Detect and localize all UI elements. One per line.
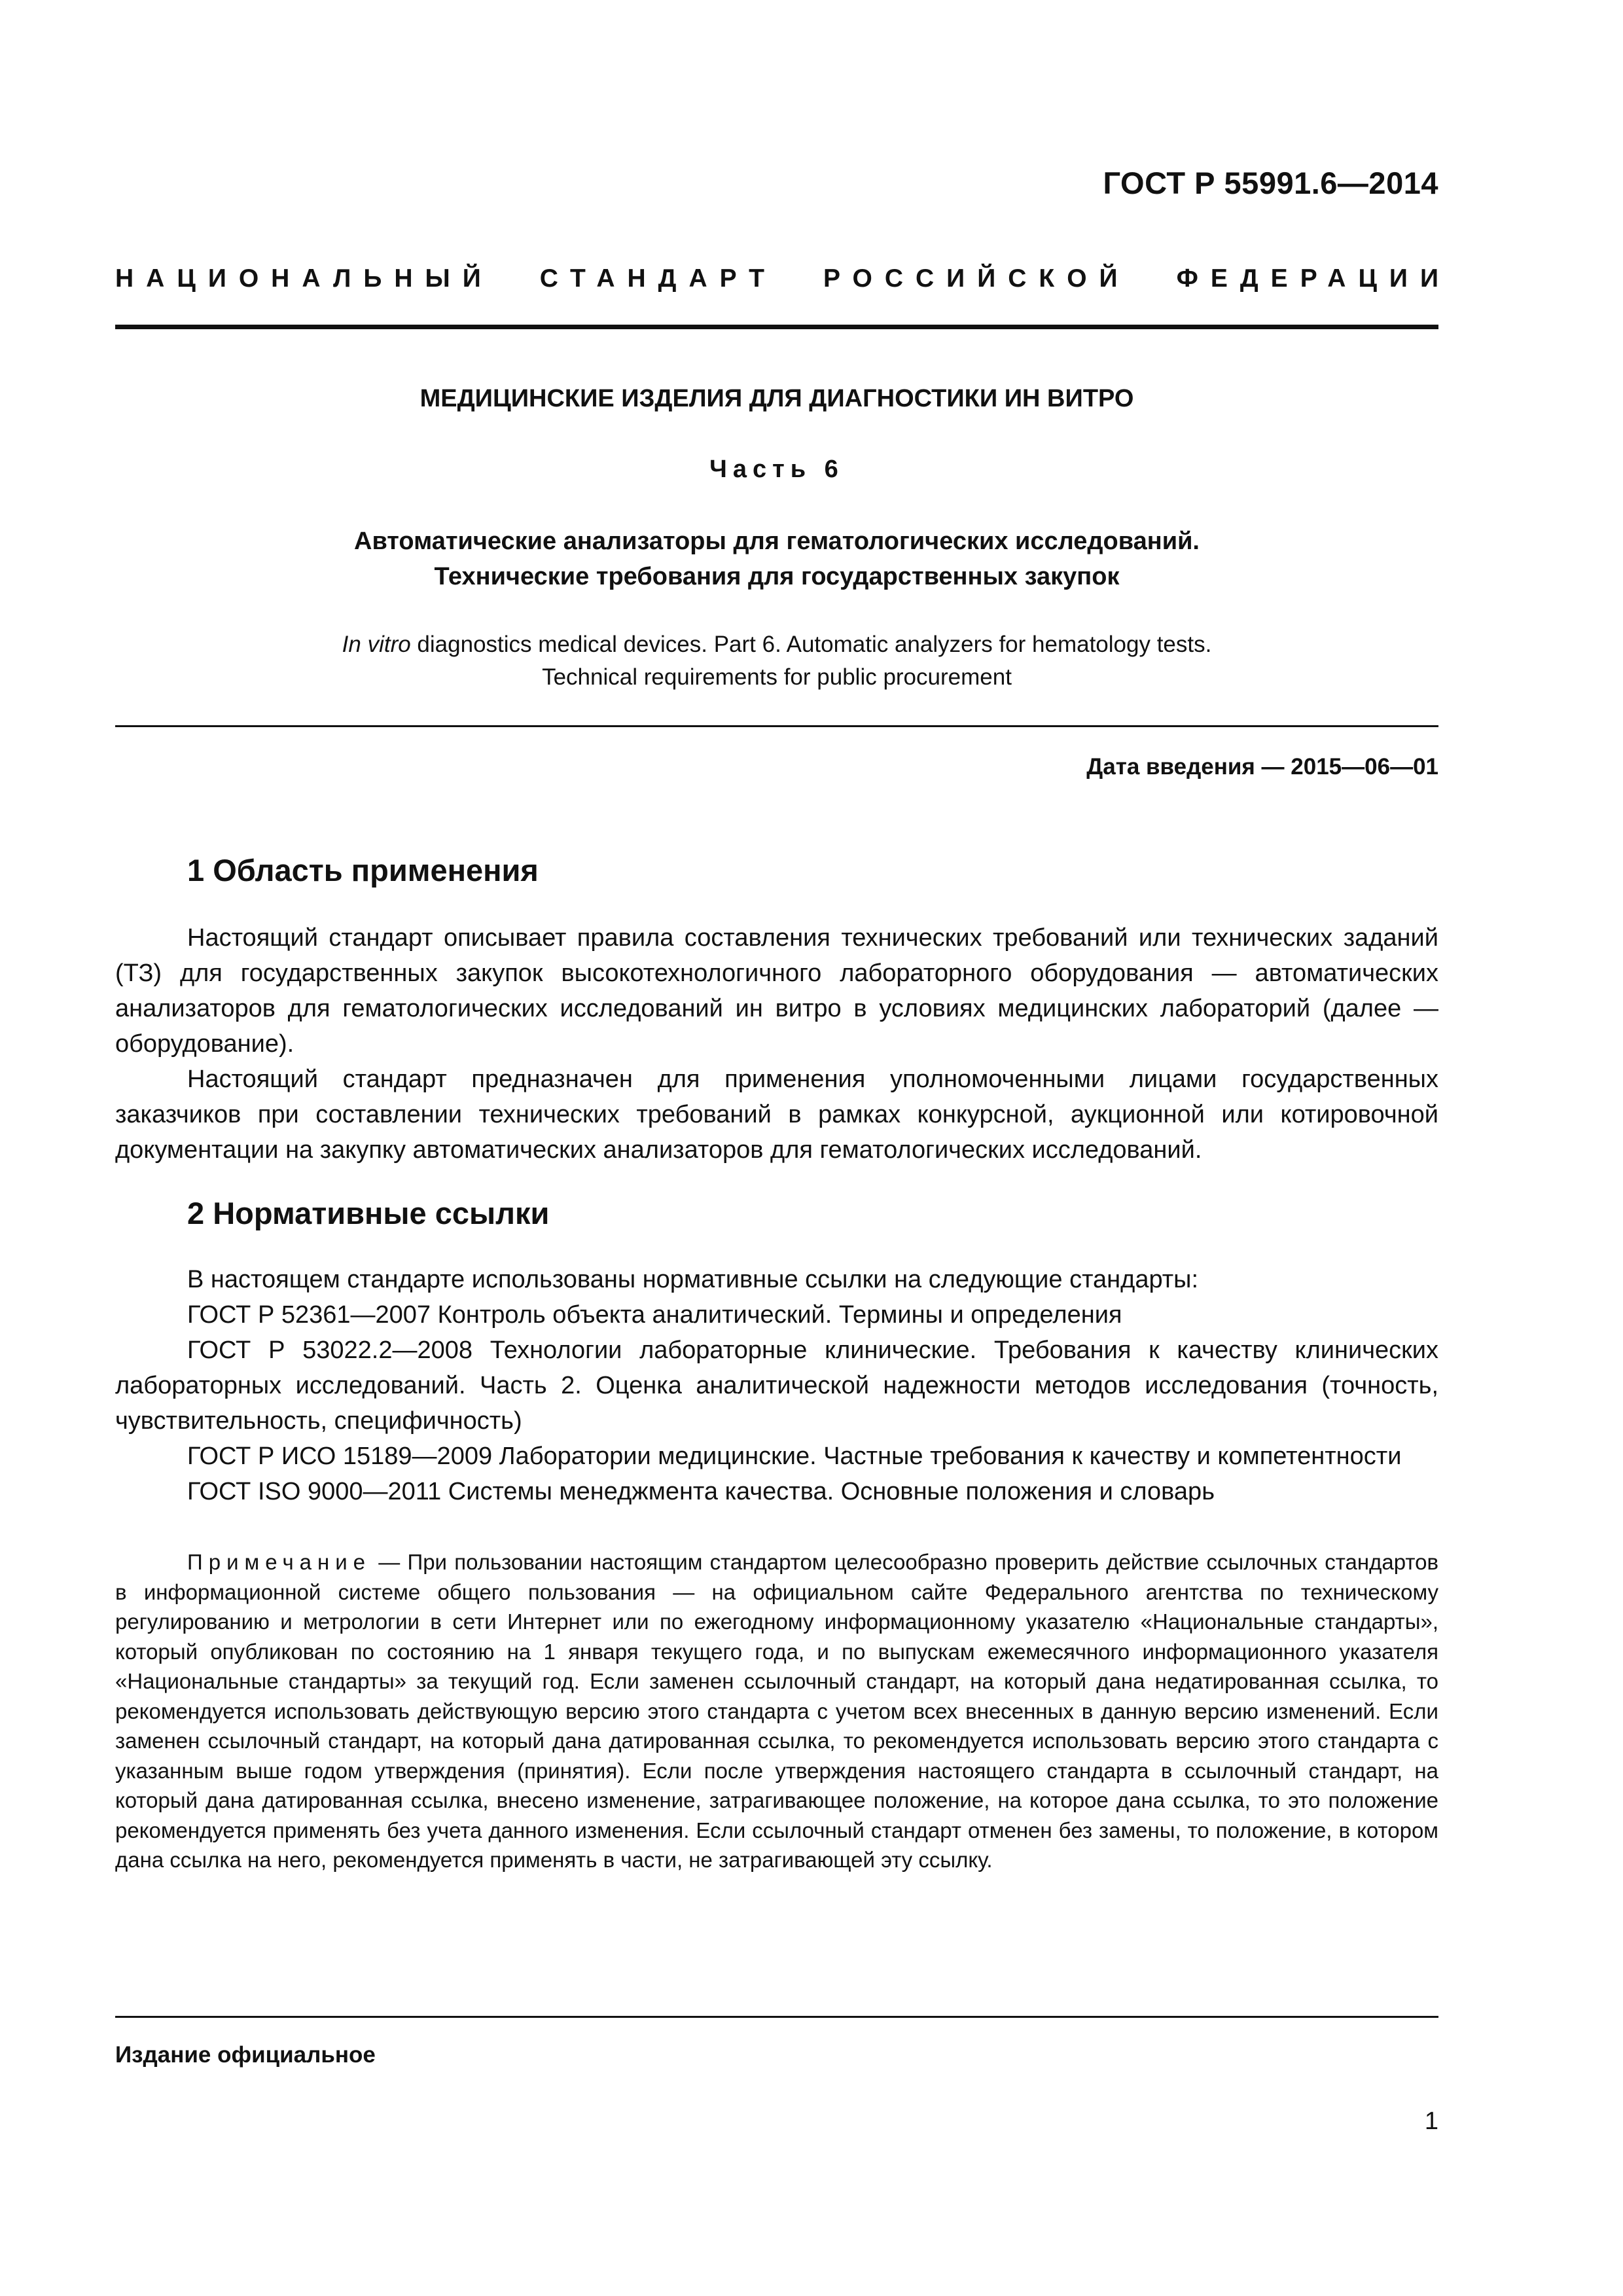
- section-2-references: [115, 1262, 1438, 1509]
- note-paragraph: [115, 1547, 1438, 1875]
- edition-label: Издание официальное: [115, 2042, 376, 2068]
- section-1-heading: 1 Область применения: [187, 853, 539, 888]
- section-2-heading: 2 Нормативные ссылки: [187, 1196, 550, 1230]
- english-title-line-1: [115, 628, 1438, 661]
- document-page: [115, 0, 1451, 2296]
- header-word-federation: ФЕДЕРАЦИИ: [1176, 264, 1451, 293]
- national-standard-header: [115, 264, 1451, 293]
- header-word-russian: РОССИЙСКОЙ: [823, 264, 1130, 293]
- note-label: Примечание: [187, 1550, 372, 1574]
- section-1-body: [115, 920, 1438, 1168]
- note-text: — При пользовании настоящим стандартом целесообразно проверить действие ссылочных стандартов в информационной системе общего пользования — на официальном сайте Федерального агентства по техническому регулированию и метрологии в сети Интернет или по ежегодному информационному указателю «Национальные стандарты», который опубликован по состоянию на 1 января текущего года, и по выпускам ежемесячного информационного указателя «Национальные стандарты» за текущий год. Если заменен ссылочный стандарт, на который дана недатированная ссылка, то рекомендуется использовать действующую версию этого стандарта с учетом всех внесенных в данную версию изменений. Если заменен ссылочный стандарт, на который дана датированная ссылка, то рекомендуется использовать версию этого стандарта с указанным выше годом утверждения (принятия). Если после утверждения настоящего стандарта в ссылочный стандарт, на который дана датированная ссылка, внесено изменение, затрагивающее положение, на которое дана ссылка, то это положение рекомендуется применять без учета данного изменения. Если ссылочный стандарт отменен без замены, то положение, в котором дана ссылка на него, рекомендуется применять в части, не затрагивающей эту ссылку.: [115, 1550, 1438, 1872]
- title-divider: [115, 725, 1438, 727]
- english-title-line-1-rest: diagnostics medical devices. Part 6. Automatic analyzers for hematology tests.: [410, 632, 1212, 657]
- gost-number: ГОСТ Р 55991.6—2014: [1103, 166, 1438, 200]
- reference-item: ГОСТ ISO 9000—2011 Системы менеджмента качества. Основные положения и словарь: [187, 1478, 1215, 1505]
- english-title-line-2: Technical requirements for public procurement: [542, 664, 1012, 690]
- subtitle-line-1: Автоматические анализаторы для гематологических исследований.: [354, 528, 1200, 555]
- reference-item: ГОСТ Р 53022.2—2008 Технологии лабораторные клинические. Требования к качеству клинических лабораторных исследований. Часть 2. Оценка аналитической надежности методов исследования (точность, чувствительность, специфичность): [115, 1336, 1438, 1435]
- english-title-italic: In vitro: [342, 632, 411, 657]
- document-title: МЕДИЦИНСКИЕ ИЗДЕЛИЯ ДЛЯ ДИАГНОСТИКИ ИН ВИТРО: [419, 385, 1134, 412]
- reference-item: ГОСТ Р 52361—2007 Контроль объекта аналитический. Термины и определения: [187, 1301, 1122, 1329]
- introduction-date: Дата введения — 2015—06—01: [1086, 754, 1438, 780]
- references-intro: В настоящем стандарте использованы нормативные ссылки на следующие стандарты:: [187, 1266, 1199, 1293]
- subtitle-line-2: Технические требования для государственных закупок: [434, 563, 1120, 590]
- section-1-paragraph: Настоящий стандарт описывает правила составления технических требований или технических заданий (ТЗ) для государственных закупок высокотехнологичного лабораторного оборудования — автоматических анализаторов для гематологических исследований ин витро в условиях медицинских лабораторий (далее — оборудование).: [115, 924, 1438, 1058]
- header-divider: [115, 325, 1438, 329]
- reference-item: ГОСТ Р ИСО 15189—2009 Лаборатории медицинские. Частные требования к качеству и компетентности: [187, 1443, 1402, 1470]
- part-label: Часть 6: [709, 456, 844, 483]
- header-word-standard: СТАНДАРТ: [539, 264, 777, 293]
- references-note: [115, 1547, 1438, 1875]
- footer-divider: [115, 2016, 1438, 2018]
- english-title: [115, 628, 1438, 694]
- section-1-paragraph: Настоящий стандарт предназначен для применения уполномоченными лицами государственных заказчиков при составлении технических требований в рамках конкурсной, аукционной или котировочной документации на закупку автоматических анализаторов для гематологических исследований.: [115, 1066, 1438, 1164]
- document-subtitle: [115, 524, 1438, 594]
- header-word-national: НАЦИОНАЛЬНЫЙ: [115, 264, 493, 293]
- page-number: 1: [1424, 2108, 1438, 2135]
